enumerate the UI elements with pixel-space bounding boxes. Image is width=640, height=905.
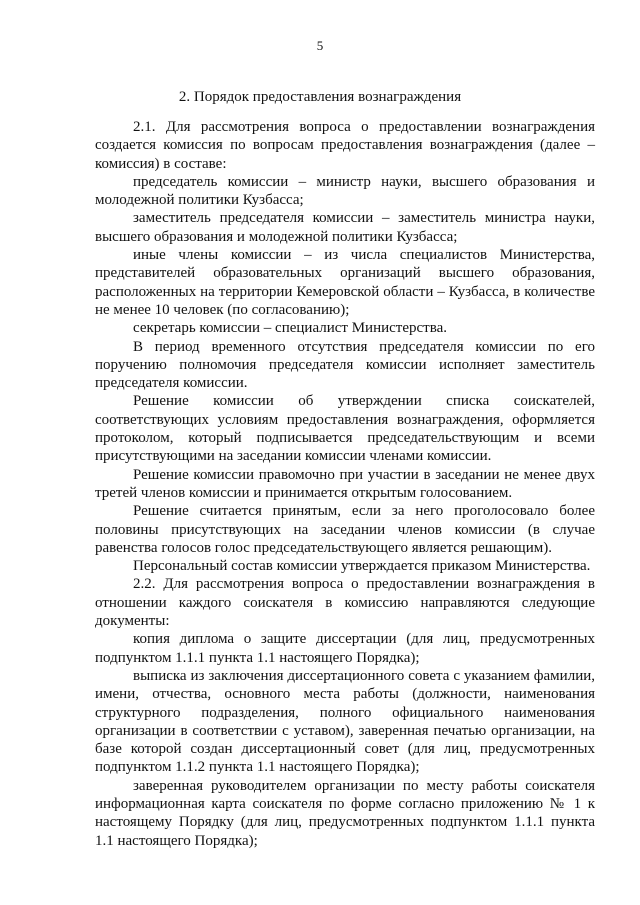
paragraph-quorum: Решение комиссии правомочно при участии в заседании не менее двух третей членов комиссии и принимается открытым голосованием. (95, 466, 595, 501)
paragraph-personal-composition: Персональный состав комиссии утверждается приказом Министерства. (133, 558, 591, 575)
paragraph-2-1: 2.1. Для рассмотрения вопроса о предоставлении вознаграждения создается комиссия по вопросам предоставления вознаграждения (далее – комиссия) в составе: (95, 119, 595, 172)
paragraph-council-extract: выписка из заключения диссертационного совета с указанием фамилии, имени, отчества, основного места работы (должности, наименования структурного подразделения, полного официального наименования организации в соответствии с уставом), заверенная печатью организации, на базе которой создан диссертационный совет (для лиц, предусмотренных подпунктом 1.1.2 пункта 1.1 настоящего Порядка); (95, 667, 595, 776)
paragraph-protocol: Решение комиссии об утверждении списка соискателей, соответствующих условиям предоставления вознаграждения, оформляется протоколом, который подписывается председательствующим и всеми присутствующими на заседании комиссии членами комиссии. (95, 393, 595, 465)
page-number: 5 (316, 38, 324, 53)
paragraph-info-card: заверенная руководителем организации по месту работы соискателя информационная карта соискателя по форме согласно приложению № 1 к настоящему Порядку (для лиц, предусмотренных подпунктом 1.1.1 пункта 1.1 настоящего Порядка); (95, 777, 595, 849)
body-text (95, 118, 595, 850)
paragraph-2-2: 2.2. Для рассмотрения вопроса о предоставлении вознаграждения в отношении каждого соискателя в комиссию направляются следующие документы: (95, 576, 595, 630)
paragraph-other-members: иные члены комиссии – из числа специалистов Министерства, представителей образовательных организаций высшего образования, расположенных на территории Кемеровской области – Кузбасса, в количестве не менее 10 человек (по согласованию); (95, 247, 595, 318)
section-title: 2. Порядок предоставления вознаграждения (178, 89, 462, 105)
paragraph-secretary: секретарь комиссии – специалист Министерства. (133, 320, 448, 337)
paragraph-absence: В период временного отсутствия председателя комиссии по его поручению полномочия председателя комиссии исполняет заместитель председателя комиссии. (95, 338, 595, 392)
paragraph-diploma-copy: копия диплома о защите диссертации (для лиц, предусмотренных подпунктом 1.1.1 пункта 1.1 настоящего Порядка); (95, 631, 595, 666)
paragraph-deputy-chairman: заместитель председателя комиссии – заместитель министра науки, высшего образования и молодежной политики Кузбасса; (95, 210, 595, 245)
paragraph-chairman: председатель комиссии – министр науки, высшего образования и молодежной политики Кузбасса; (95, 173, 595, 209)
paragraph-decision: Решение считается принятым, если за него проголосовало более половины присутствующих на заседании членов комиссии (в случае равенства голосов голос председательствующего является решающим). (95, 503, 595, 556)
